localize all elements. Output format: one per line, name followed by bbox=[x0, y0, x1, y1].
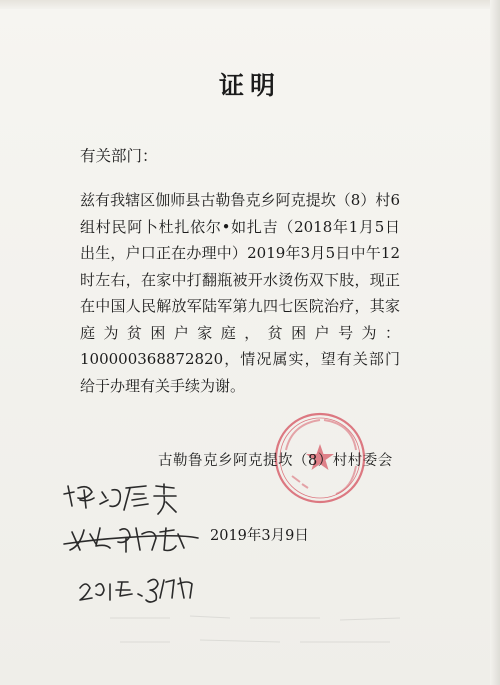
bleed-through-marks bbox=[100, 598, 430, 658]
handwritten-signature bbox=[60, 478, 210, 618]
issue-date: 2019年3月9日 bbox=[210, 528, 309, 544]
document-title: 证明 bbox=[218, 71, 281, 100]
body-paragraph bbox=[80, 187, 400, 399]
scan-edge-right bbox=[490, 0, 500, 685]
scan-edge-top bbox=[0, 0, 500, 9]
salutation: 有关部门： bbox=[80, 147, 158, 165]
body-paragraph-text: 兹有我辖区伽师县古勒鲁克乡阿克提坎（8）村6组村民阿卜杜扎依尔•如扎吉（2018年1月5日出生，户口正在办理中）2019年3月5日中午12时左右，在家中打翻瓶被开水烫伤双下肢，现正在中国人民解放军陆军第九四七医院治疗，其家庭为贫困户家庭，贫困户号为：100000368872820，情况属实，望有关部门给于办理有关手续为谢。 bbox=[80, 191, 400, 395]
issuer-name: 古勒鲁克乡阿克提坎（8）村村委会 bbox=[158, 453, 393, 469]
